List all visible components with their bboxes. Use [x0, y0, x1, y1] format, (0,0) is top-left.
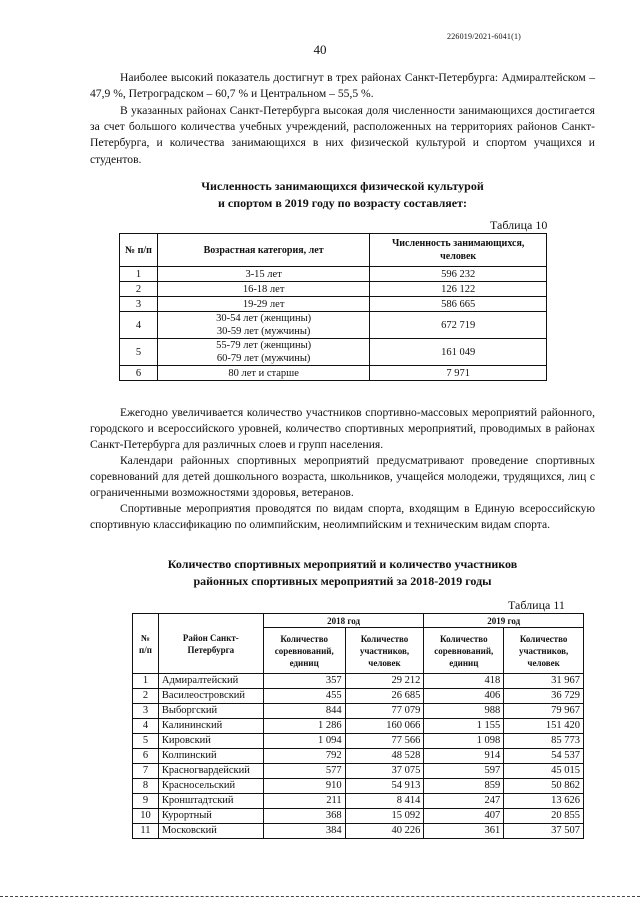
cell-age-category — [157, 339, 369, 366]
table-row — [120, 312, 547, 339]
page-number: 40 — [313, 42, 327, 57]
cell-district: Выборгский — [158, 704, 263, 719]
cell-district: Калининский — [158, 719, 263, 734]
header-year-2019: 2019 год — [424, 614, 584, 628]
table-row — [133, 749, 584, 764]
cell-competitions-2019: 1 155 — [424, 719, 504, 734]
header-num: № п/п — [120, 234, 158, 267]
cell-competitions-2019: 859 — [424, 779, 504, 794]
cell-count: 596 232 — [370, 267, 547, 282]
cell-participants-2019: 20 855 — [504, 809, 584, 824]
table-row — [120, 339, 547, 366]
table-row — [133, 764, 584, 779]
table-row — [120, 297, 547, 312]
cell-count: 672 719 — [370, 312, 547, 339]
cell-district: Красногвардейский — [158, 764, 263, 779]
header-age-category: Возрастная категория, лет — [157, 234, 369, 267]
cell-participants-2019: 50 862 — [504, 779, 584, 794]
age-line: 16-18 лет — [242, 283, 285, 295]
cell-competitions-2019: 914 — [424, 749, 504, 764]
age-table — [119, 233, 547, 381]
cell-competitions-2018: 357 — [263, 674, 345, 689]
cell-district: Кировский — [158, 734, 263, 749]
cell-num: 8 — [133, 779, 159, 794]
cell-count: 7 971 — [370, 366, 547, 381]
table-row — [133, 824, 584, 839]
table-row — [133, 779, 584, 794]
cell-participants-2019: 85 773 — [504, 734, 584, 749]
cell-competitions-2019: 361 — [424, 824, 504, 839]
cell-competitions-2018: 792 — [263, 749, 345, 764]
table-row — [133, 794, 584, 809]
heading-line: и спортом в 2019 году по возрасту составляет: — [217, 195, 468, 210]
cell-age-category — [157, 297, 369, 312]
cell-count: 586 665 — [370, 297, 547, 312]
paragraph-4: Календари районных спортивных мероприятий предусматривают проведение спортивных соревнований для детей дошкольного возраста, школьников, учащейся молодежи, трудящихся, лиц с ограниченными возможностями здоровья, ветеранов. — [90, 454, 595, 500]
cell-age-category — [157, 366, 369, 381]
cell-district: Курортный — [158, 809, 263, 824]
age-line: 30-59 лет (мужчины) — [216, 326, 311, 337]
header-count: Численность занимающихся, человек — [370, 234, 547, 267]
cell-competitions-2019: 418 — [424, 674, 504, 689]
cell-competitions-2018: 368 — [263, 809, 345, 824]
heading-line: районных спортивных мероприятий за 2018-2019 годы — [193, 573, 492, 588]
cell-competitions-2019: 1 098 — [424, 734, 504, 749]
age-line: 3-15 лет — [245, 268, 282, 280]
cell-num: 1 — [120, 267, 158, 282]
header-participants-2018: Количество участников, человек — [345, 628, 424, 674]
cell-num: 4 — [133, 719, 159, 734]
cell-num: 1 — [133, 674, 159, 689]
header-competitions-2019: Количество соревнований, единиц — [424, 628, 504, 674]
cell-num: 2 — [120, 282, 158, 297]
cell-count: 161 049 — [370, 339, 547, 366]
cell-participants-2018: 26 685 — [345, 689, 424, 704]
cell-participants-2018: 15 092 — [345, 809, 424, 824]
cell-district: Адмиралтейский — [158, 674, 263, 689]
cell-competitions-2019: 247 — [424, 794, 504, 809]
cell-participants-2018: 54 913 — [345, 779, 424, 794]
cell-competitions-2018: 384 — [263, 824, 345, 839]
cell-participants-2019: 151 420 — [504, 719, 584, 734]
table-11-caption: Таблица 11 — [508, 598, 565, 612]
cell-num: 3 — [133, 704, 159, 719]
paragraph-1: Наиболее высокий показатель достигнут в трех районах Санкт-Петербурга: Адмиралтейском – 47,9 %, Петроградском – 60,7 % и Центральном – 55,5 %. — [90, 71, 595, 101]
cell-competitions-2018: 211 — [263, 794, 345, 809]
cell-competitions-2018: 455 — [263, 689, 345, 704]
cell-num: 9 — [133, 794, 159, 809]
age-line: 30-54 лет (женщины) — [216, 313, 312, 324]
cell-participants-2018: 29 212 — [345, 674, 424, 689]
cell-competitions-2018: 844 — [263, 704, 345, 719]
cell-participants-2019: 37 507 — [504, 824, 584, 839]
paragraph-2: В указанных районах Санкт-Петербурга высокая доля численности занимающихся достигается за счет большого количества учебных учреждений, расположенных на территориях районов Санкт-Петербурга, и количества занимающихся в них физической культурой и спортом учащихся и студентов. — [90, 104, 595, 166]
cell-participants-2019: 13 626 — [504, 794, 584, 809]
table-row — [133, 719, 584, 734]
cell-age-category — [157, 267, 369, 282]
cell-competitions-2018: 1 094 — [263, 734, 345, 749]
cell-competitions-2019: 407 — [424, 809, 504, 824]
heading-line: Количество спортивных мероприятий и количество участников — [167, 557, 518, 571]
cell-participants-2018: 77 079 — [345, 704, 424, 719]
cell-competitions-2018: 577 — [263, 764, 345, 779]
age-line: 55-79 лет (женщины) — [216, 340, 312, 351]
heading-events-table — [90, 556, 595, 589]
cell-competitions-2018: 910 — [263, 779, 345, 794]
heading-age-table — [90, 178, 595, 211]
cell-district: Кронштадтский — [158, 794, 263, 809]
cell-num: 11 — [133, 824, 159, 839]
cell-participants-2019: 45 015 — [504, 764, 584, 779]
header-district: Район Санкт-Петербурга — [158, 614, 263, 674]
cell-competitions-2019: 406 — [424, 689, 504, 704]
table-10-caption: Таблица 10 — [490, 218, 548, 232]
cell-participants-2019: 31 967 — [504, 674, 584, 689]
header-competitions-2018: Количество соревнований, единиц — [263, 628, 345, 674]
cell-participants-2018: 77 566 — [345, 734, 424, 749]
cell-competitions-2019: 988 — [424, 704, 504, 719]
header-participants-2019: Количество участников, человек — [504, 628, 584, 674]
cell-num: 10 — [133, 809, 159, 824]
cell-num: 3 — [120, 297, 158, 312]
cell-district: Красносельский — [158, 779, 263, 794]
cell-participants-2018: 8 414 — [345, 794, 424, 809]
cell-participants-2019: 54 537 — [504, 749, 584, 764]
cell-participants-2019: 79 967 — [504, 704, 584, 719]
document-id: 226019/2021-6041(1) — [447, 32, 522, 41]
table-row — [120, 282, 547, 297]
table-row — [133, 674, 584, 689]
table-row — [133, 809, 584, 824]
cell-num: 2 — [133, 689, 159, 704]
table-row — [133, 704, 584, 719]
header-year-2018: 2018 год — [263, 614, 424, 628]
table-row — [133, 689, 584, 704]
table-row — [133, 734, 584, 749]
cell-age-category — [157, 312, 369, 339]
cell-district: Колпинский — [158, 749, 263, 764]
age-line: 80 лет и старше — [228, 367, 299, 379]
cell-participants-2018: 160 066 — [345, 719, 424, 734]
cell-participants-2018: 37 075 — [345, 764, 424, 779]
cell-participants-2019: 36 729 — [504, 689, 584, 704]
table-row — [120, 366, 547, 381]
table-row — [120, 267, 547, 282]
cell-num: 4 — [120, 312, 158, 339]
heading-line: Численность занимающихся физической культурой — [201, 179, 484, 193]
cell-num: 6 — [120, 366, 158, 381]
paragraph-3: Ежегодно увеличивается количество участников спортивно-массовых мероприятий районного, городского и всероссийского уровней, количество спортивных мероприятий, проводимых в районах Санкт-Петербурга для различных слоев и групп населения. — [90, 406, 595, 452]
age-line: 60-79 лет (мужчины) — [216, 353, 311, 364]
cell-num: 7 — [133, 764, 159, 779]
cell-count: 126 122 — [370, 282, 547, 297]
cell-district: Василеостровский — [158, 689, 263, 704]
cell-district: Московский — [158, 824, 263, 839]
events-table — [132, 613, 584, 839]
cell-competitions-2019: 597 — [424, 764, 504, 779]
cell-participants-2018: 40 226 — [345, 824, 424, 839]
cell-num: 6 — [133, 749, 159, 764]
age-line: 19-29 лет — [242, 298, 285, 310]
cell-num: 5 — [120, 339, 158, 366]
cell-participants-2018: 48 528 — [345, 749, 424, 764]
paragraph-5: Спортивные мероприятия проводятся по видам спорта, входящим в Единую всероссийскую спортивную классификацию по олимпийским, неолимпийским и техническим видам спорта. — [90, 502, 595, 532]
cell-num: 5 — [133, 734, 159, 749]
cell-competitions-2018: 1 286 — [263, 719, 345, 734]
header-num: № п/п — [133, 614, 159, 674]
cell-age-category — [157, 282, 369, 297]
scan-edge-divider — [0, 896, 640, 897]
